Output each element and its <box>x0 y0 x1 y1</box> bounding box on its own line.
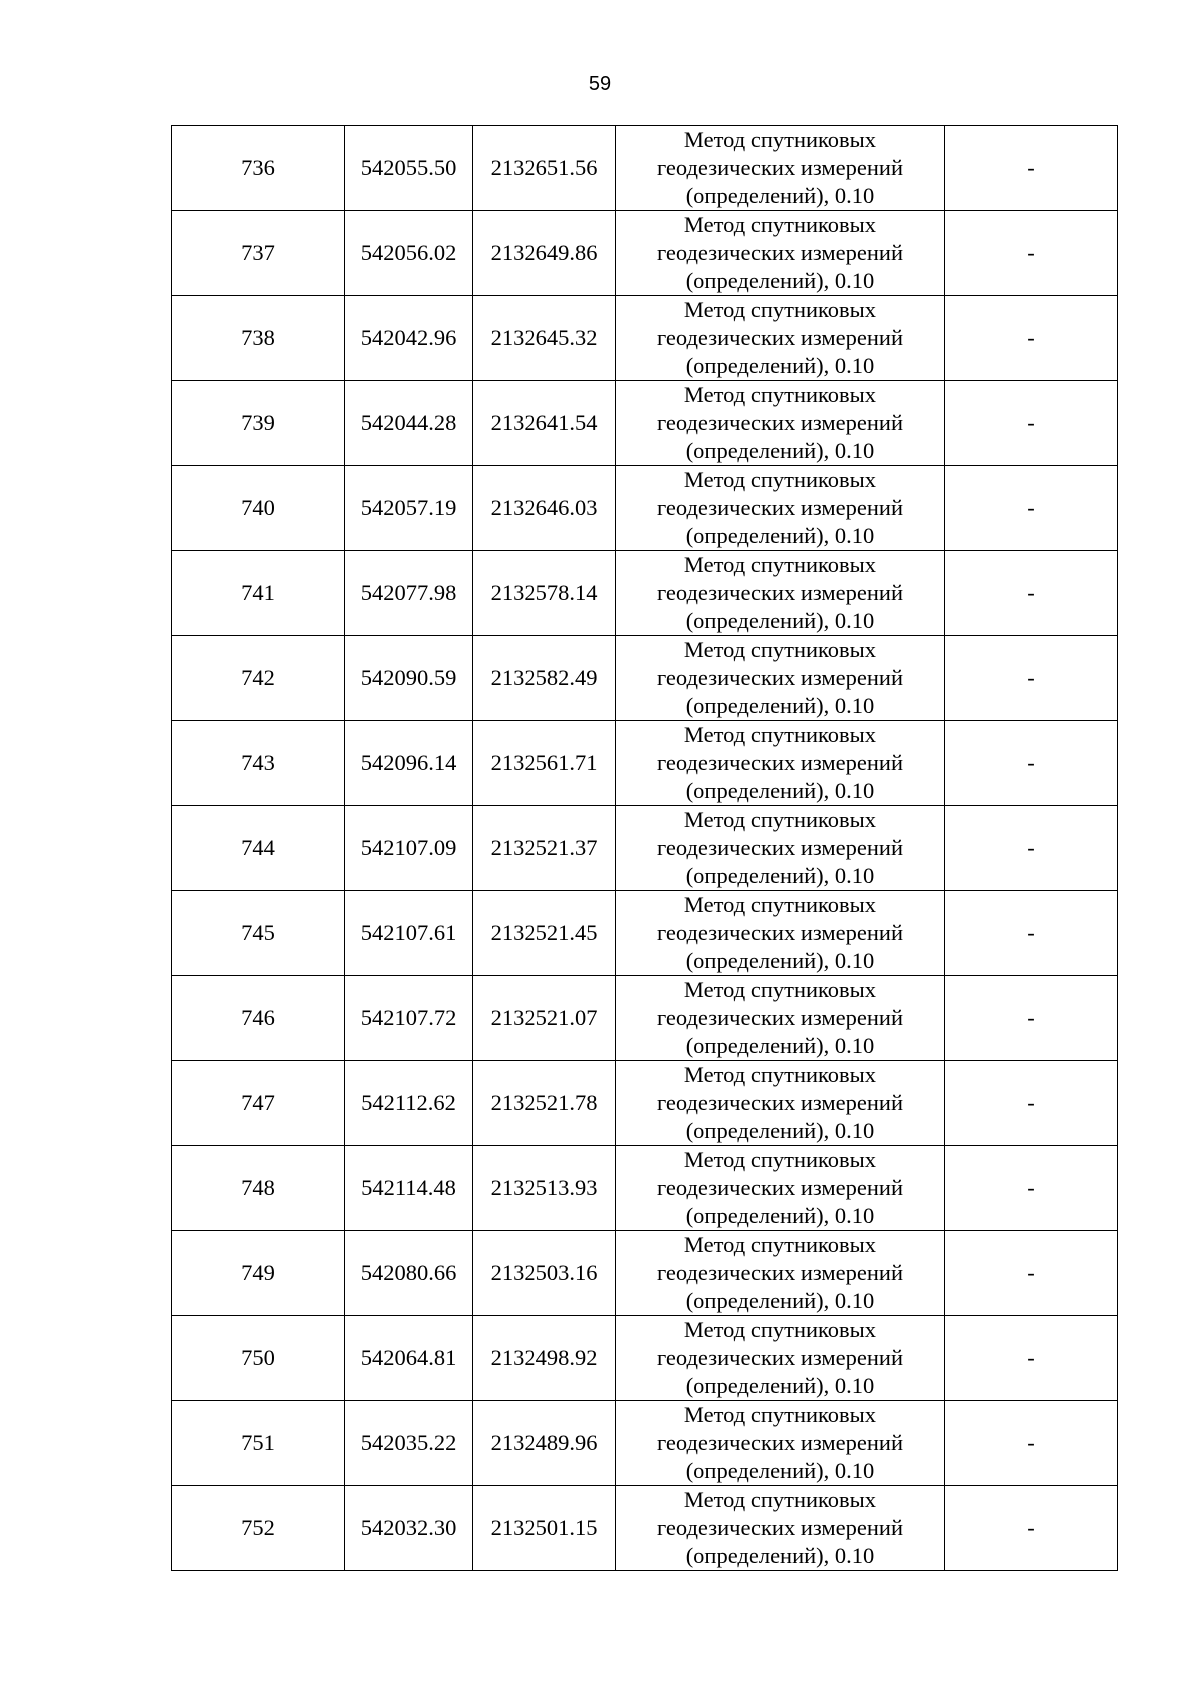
method-line-1: Метод спутниковых <box>683 722 877 747</box>
note-cell: - <box>945 296 1118 381</box>
point-number-cell: 750 <box>172 1316 345 1401</box>
method-line-2: геодезических измерений <box>656 1260 904 1285</box>
point-number-cell: 747 <box>172 1061 345 1146</box>
method-line-3: (определений), 0.10 <box>685 608 875 633</box>
method-cell <box>616 1231 945 1316</box>
method-line-1: Метод спутниковых <box>683 1317 877 1342</box>
method-line-3: (определений), 0.10 <box>685 268 875 293</box>
y-coordinate-cell: 2132651.56 <box>473 126 616 211</box>
point-number-cell: 739 <box>172 381 345 466</box>
table-row <box>172 296 1118 381</box>
x-coordinate-cell: 542042.96 <box>345 296 473 381</box>
note-cell: - <box>945 381 1118 466</box>
y-coordinate-cell: 2132489.96 <box>473 1401 616 1486</box>
y-coordinate-cell: 2132561.71 <box>473 721 616 806</box>
method-line-1: Метод спутниковых <box>683 467 877 492</box>
x-coordinate-cell: 542107.72 <box>345 976 473 1061</box>
method-line-1: Метод спутниковых <box>683 977 877 1002</box>
method-line-1: Метод спутниковых <box>683 552 877 577</box>
method-cell <box>616 211 945 296</box>
method-line-3: (определений), 0.10 <box>685 1118 875 1143</box>
method-cell <box>616 721 945 806</box>
table-row <box>172 211 1118 296</box>
method-line-2: геодезических измерений <box>656 325 904 350</box>
method-line-2: геодезических измерений <box>656 495 904 520</box>
coordinates-table <box>171 125 1118 1571</box>
method-line-3: (определений), 0.10 <box>685 438 875 463</box>
table-row <box>172 1061 1118 1146</box>
method-line-1: Метод спутниковых <box>683 637 877 662</box>
method-line-2: геодезических измерений <box>656 665 904 690</box>
x-coordinate-cell: 542114.48 <box>345 1146 473 1231</box>
method-cell <box>616 636 945 721</box>
x-coordinate-cell: 542112.62 <box>345 1061 473 1146</box>
table-row <box>172 1401 1118 1486</box>
note-cell: - <box>945 1146 1118 1231</box>
method-line-2: геодезических измерений <box>656 1430 904 1455</box>
method-line-2: геодезических измерений <box>656 1345 904 1370</box>
note-cell: - <box>945 1486 1118 1571</box>
table-row <box>172 551 1118 636</box>
y-coordinate-cell: 2132498.92 <box>473 1316 616 1401</box>
method-cell <box>616 1061 945 1146</box>
method-cell <box>616 1486 945 1571</box>
method-cell <box>616 1316 945 1401</box>
x-coordinate-cell: 542055.50 <box>345 126 473 211</box>
x-coordinate-cell: 542080.66 <box>345 1231 473 1316</box>
y-coordinate-cell: 2132501.15 <box>473 1486 616 1571</box>
method-line-1: Метод спутниковых <box>683 1402 877 1427</box>
note-cell: - <box>945 1316 1118 1401</box>
table-row <box>172 891 1118 976</box>
method-line-3: (определений), 0.10 <box>685 523 875 548</box>
x-coordinate-cell: 542107.61 <box>345 891 473 976</box>
note-cell: - <box>945 636 1118 721</box>
method-cell <box>616 976 945 1061</box>
method-line-3: (определений), 0.10 <box>685 353 875 378</box>
method-cell <box>616 126 945 211</box>
point-number-cell: 738 <box>172 296 345 381</box>
note-cell: - <box>945 126 1118 211</box>
method-line-1: Метод спутниковых <box>683 1487 877 1512</box>
point-number-cell: 752 <box>172 1486 345 1571</box>
point-number-cell: 740 <box>172 466 345 551</box>
method-cell <box>616 381 945 466</box>
table-row <box>172 466 1118 551</box>
page-number: 59 <box>588 73 612 95</box>
method-line-3: (определений), 0.10 <box>685 1458 875 1483</box>
note-cell: - <box>945 466 1118 551</box>
table-row <box>172 806 1118 891</box>
method-line-3: (определений), 0.10 <box>685 948 875 973</box>
x-coordinate-cell: 542064.81 <box>345 1316 473 1401</box>
method-line-3: (определений), 0.10 <box>685 1288 875 1313</box>
y-coordinate-cell: 2132646.03 <box>473 466 616 551</box>
table-row <box>172 1146 1118 1231</box>
point-number-cell: 751 <box>172 1401 345 1486</box>
table-row <box>172 721 1118 806</box>
y-coordinate-cell: 2132649.86 <box>473 211 616 296</box>
x-coordinate-cell: 542056.02 <box>345 211 473 296</box>
y-coordinate-cell: 2132641.54 <box>473 381 616 466</box>
method-line-2: геодезических измерений <box>656 1090 904 1115</box>
y-coordinate-cell: 2132513.93 <box>473 1146 616 1231</box>
note-cell: - <box>945 1061 1118 1146</box>
y-coordinate-cell: 2132521.37 <box>473 806 616 891</box>
x-coordinate-cell: 542107.09 <box>345 806 473 891</box>
table-row <box>172 126 1118 211</box>
x-coordinate-cell: 542044.28 <box>345 381 473 466</box>
method-line-1: Метод спутниковых <box>683 892 877 917</box>
method-line-2: геодезических измерений <box>656 1175 904 1200</box>
point-number-cell: 742 <box>172 636 345 721</box>
method-line-1: Метод спутниковых <box>683 382 877 407</box>
point-number-cell: 736 <box>172 126 345 211</box>
point-number-cell: 744 <box>172 806 345 891</box>
method-line-1: Метод спутниковых <box>683 127 877 152</box>
method-line-2: геодезических измерений <box>656 835 904 860</box>
method-line-2: геодезических измерений <box>656 1005 904 1030</box>
table-row <box>172 1231 1118 1316</box>
x-coordinate-cell: 542090.59 <box>345 636 473 721</box>
table-row <box>172 381 1118 466</box>
x-coordinate-cell: 542035.22 <box>345 1401 473 1486</box>
coordinates-table-body <box>172 126 1118 1571</box>
y-coordinate-cell: 2132521.07 <box>473 976 616 1061</box>
method-line-2: геодезических измерений <box>656 1515 904 1540</box>
note-cell: - <box>945 1231 1118 1316</box>
table-row <box>172 976 1118 1061</box>
point-number-cell: 746 <box>172 976 345 1061</box>
method-cell <box>616 466 945 551</box>
method-line-3: (определений), 0.10 <box>685 1543 875 1568</box>
method-line-3: (определений), 0.10 <box>685 1033 875 1058</box>
point-number-cell: 748 <box>172 1146 345 1231</box>
y-coordinate-cell: 2132582.49 <box>473 636 616 721</box>
note-cell: - <box>945 211 1118 296</box>
table-row <box>172 636 1118 721</box>
method-line-1: Метод спутниковых <box>683 1062 877 1087</box>
y-coordinate-cell: 2132645.32 <box>473 296 616 381</box>
method-line-2: геодезических измерений <box>656 580 904 605</box>
method-line-2: геодезических измерений <box>656 750 904 775</box>
method-line-1: Метод спутниковых <box>683 1232 877 1257</box>
note-cell: - <box>945 721 1118 806</box>
method-line-2: геодезических измерений <box>656 410 904 435</box>
method-cell <box>616 806 945 891</box>
table-row <box>172 1486 1118 1571</box>
method-line-3: (определений), 0.10 <box>685 693 875 718</box>
method-cell <box>616 296 945 381</box>
x-coordinate-cell: 542032.30 <box>345 1486 473 1571</box>
method-line-3: (определений), 0.10 <box>685 778 875 803</box>
point-number-cell: 741 <box>172 551 345 636</box>
method-line-1: Метод спутниковых <box>683 212 877 237</box>
method-line-3: (определений), 0.10 <box>685 1373 875 1398</box>
method-cell <box>616 891 945 976</box>
note-cell: - <box>945 551 1118 636</box>
method-line-1: Метод спутниковых <box>683 1147 877 1172</box>
method-line-2: геодезических измерений <box>656 920 904 945</box>
y-coordinate-cell: 2132521.78 <box>473 1061 616 1146</box>
table-row <box>172 1316 1118 1401</box>
point-number-cell: 737 <box>172 211 345 296</box>
note-cell: - <box>945 976 1118 1061</box>
note-cell: - <box>945 1401 1118 1486</box>
method-cell <box>616 1401 945 1486</box>
x-coordinate-cell: 542057.19 <box>345 466 473 551</box>
method-line-2: геодезических измерений <box>656 240 904 265</box>
x-coordinate-cell: 542077.98 <box>345 551 473 636</box>
method-cell <box>616 1146 945 1231</box>
x-coordinate-cell: 542096.14 <box>345 721 473 806</box>
note-cell: - <box>945 806 1118 891</box>
y-coordinate-cell: 2132503.16 <box>473 1231 616 1316</box>
method-line-3: (определений), 0.10 <box>685 863 875 888</box>
point-number-cell: 745 <box>172 891 345 976</box>
point-number-cell: 749 <box>172 1231 345 1316</box>
method-line-3: (определений), 0.10 <box>685 1203 875 1228</box>
method-cell <box>616 551 945 636</box>
point-number-cell: 743 <box>172 721 345 806</box>
method-line-2: геодезических измерений <box>656 155 904 180</box>
method-line-3: (определений), 0.10 <box>685 183 875 208</box>
y-coordinate-cell: 2132521.45 <box>473 891 616 976</box>
method-line-1: Метод спутниковых <box>683 297 877 322</box>
y-coordinate-cell: 2132578.14 <box>473 551 616 636</box>
note-cell: - <box>945 891 1118 976</box>
method-line-1: Метод спутниковых <box>683 807 877 832</box>
